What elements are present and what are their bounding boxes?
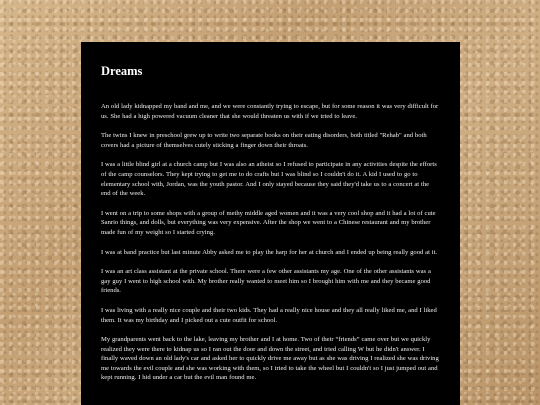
page-title: Dreams	[101, 64, 143, 78]
dream-entry: I was living with a really nice couple and their two kids. They had a really nice house and they all really liked me, and I liked them. It was my birthday and I picked out a cute outfit for school.	[101, 306, 437, 324]
dream-entry: I was at band practice but last minute Abby asked me to play the harp for her at church and I ended up being really good at it.	[101, 248, 438, 256]
dream-entry: I was a little blind girl at a church camp but I was also an atheist so I refused to participate in any activities despite the efforts of the camp counselors. They kept trying to get me to do crafts but I was blind so I couldn't do it. A kid I used to go to elementary school with, Jordan, was the youth pastor. And I only stayed because they said they'd take us to a concert at the end of the week.	[101, 161, 437, 198]
dream-entry: An old lady kidnapped my band and me, and we were constantly trying to escape, but for some reason it was very difficult for us. She had a high powered vacuum cleaner that she would threaten us with if we tried to leave.	[101, 103, 439, 120]
dream-entry: I was an art class assistant at the private school. There were a few other assistants my age. One of the other assistants was a gay guy I went to high school with. My brother really wanted to meet him so I brought him with me and they became good friends.	[101, 268, 431, 295]
dream-entry: I went on a trip to some shops with a group of methy middle aged women and it was a very cool shop and it had a lot of cute Sanrio things, and dolls, but everything was very expensive. After the shop we went to a Chinese restaurant and my brother made fun of my weight so I started crying.	[101, 209, 436, 236]
dream-entry: The twins I knew in preschool grew up to write two separate books on their eating disorders, both titled "Rehab" and both covers had a picture of themselves cutely sticking a finger down their throats.	[101, 132, 427, 149]
content-panel	[81, 42, 460, 405]
dream-entry: My grandparents went back to the lake, leaving my brother and I at home. Two of their “friends” came over but we quickly realized they were there to kidnap us so I ran out the door and down the street, and tried calling W but he didn't answer. I finally waved down an old lady's car and asked her to quickly drive me away but as she was driving I realized she was driving me towards the evil couple and she was working with them, so I tried to take the wheel but I couldn't so I just jumped out and kept running. I hid under a car but the evil man found me.	[101, 336, 439, 382]
